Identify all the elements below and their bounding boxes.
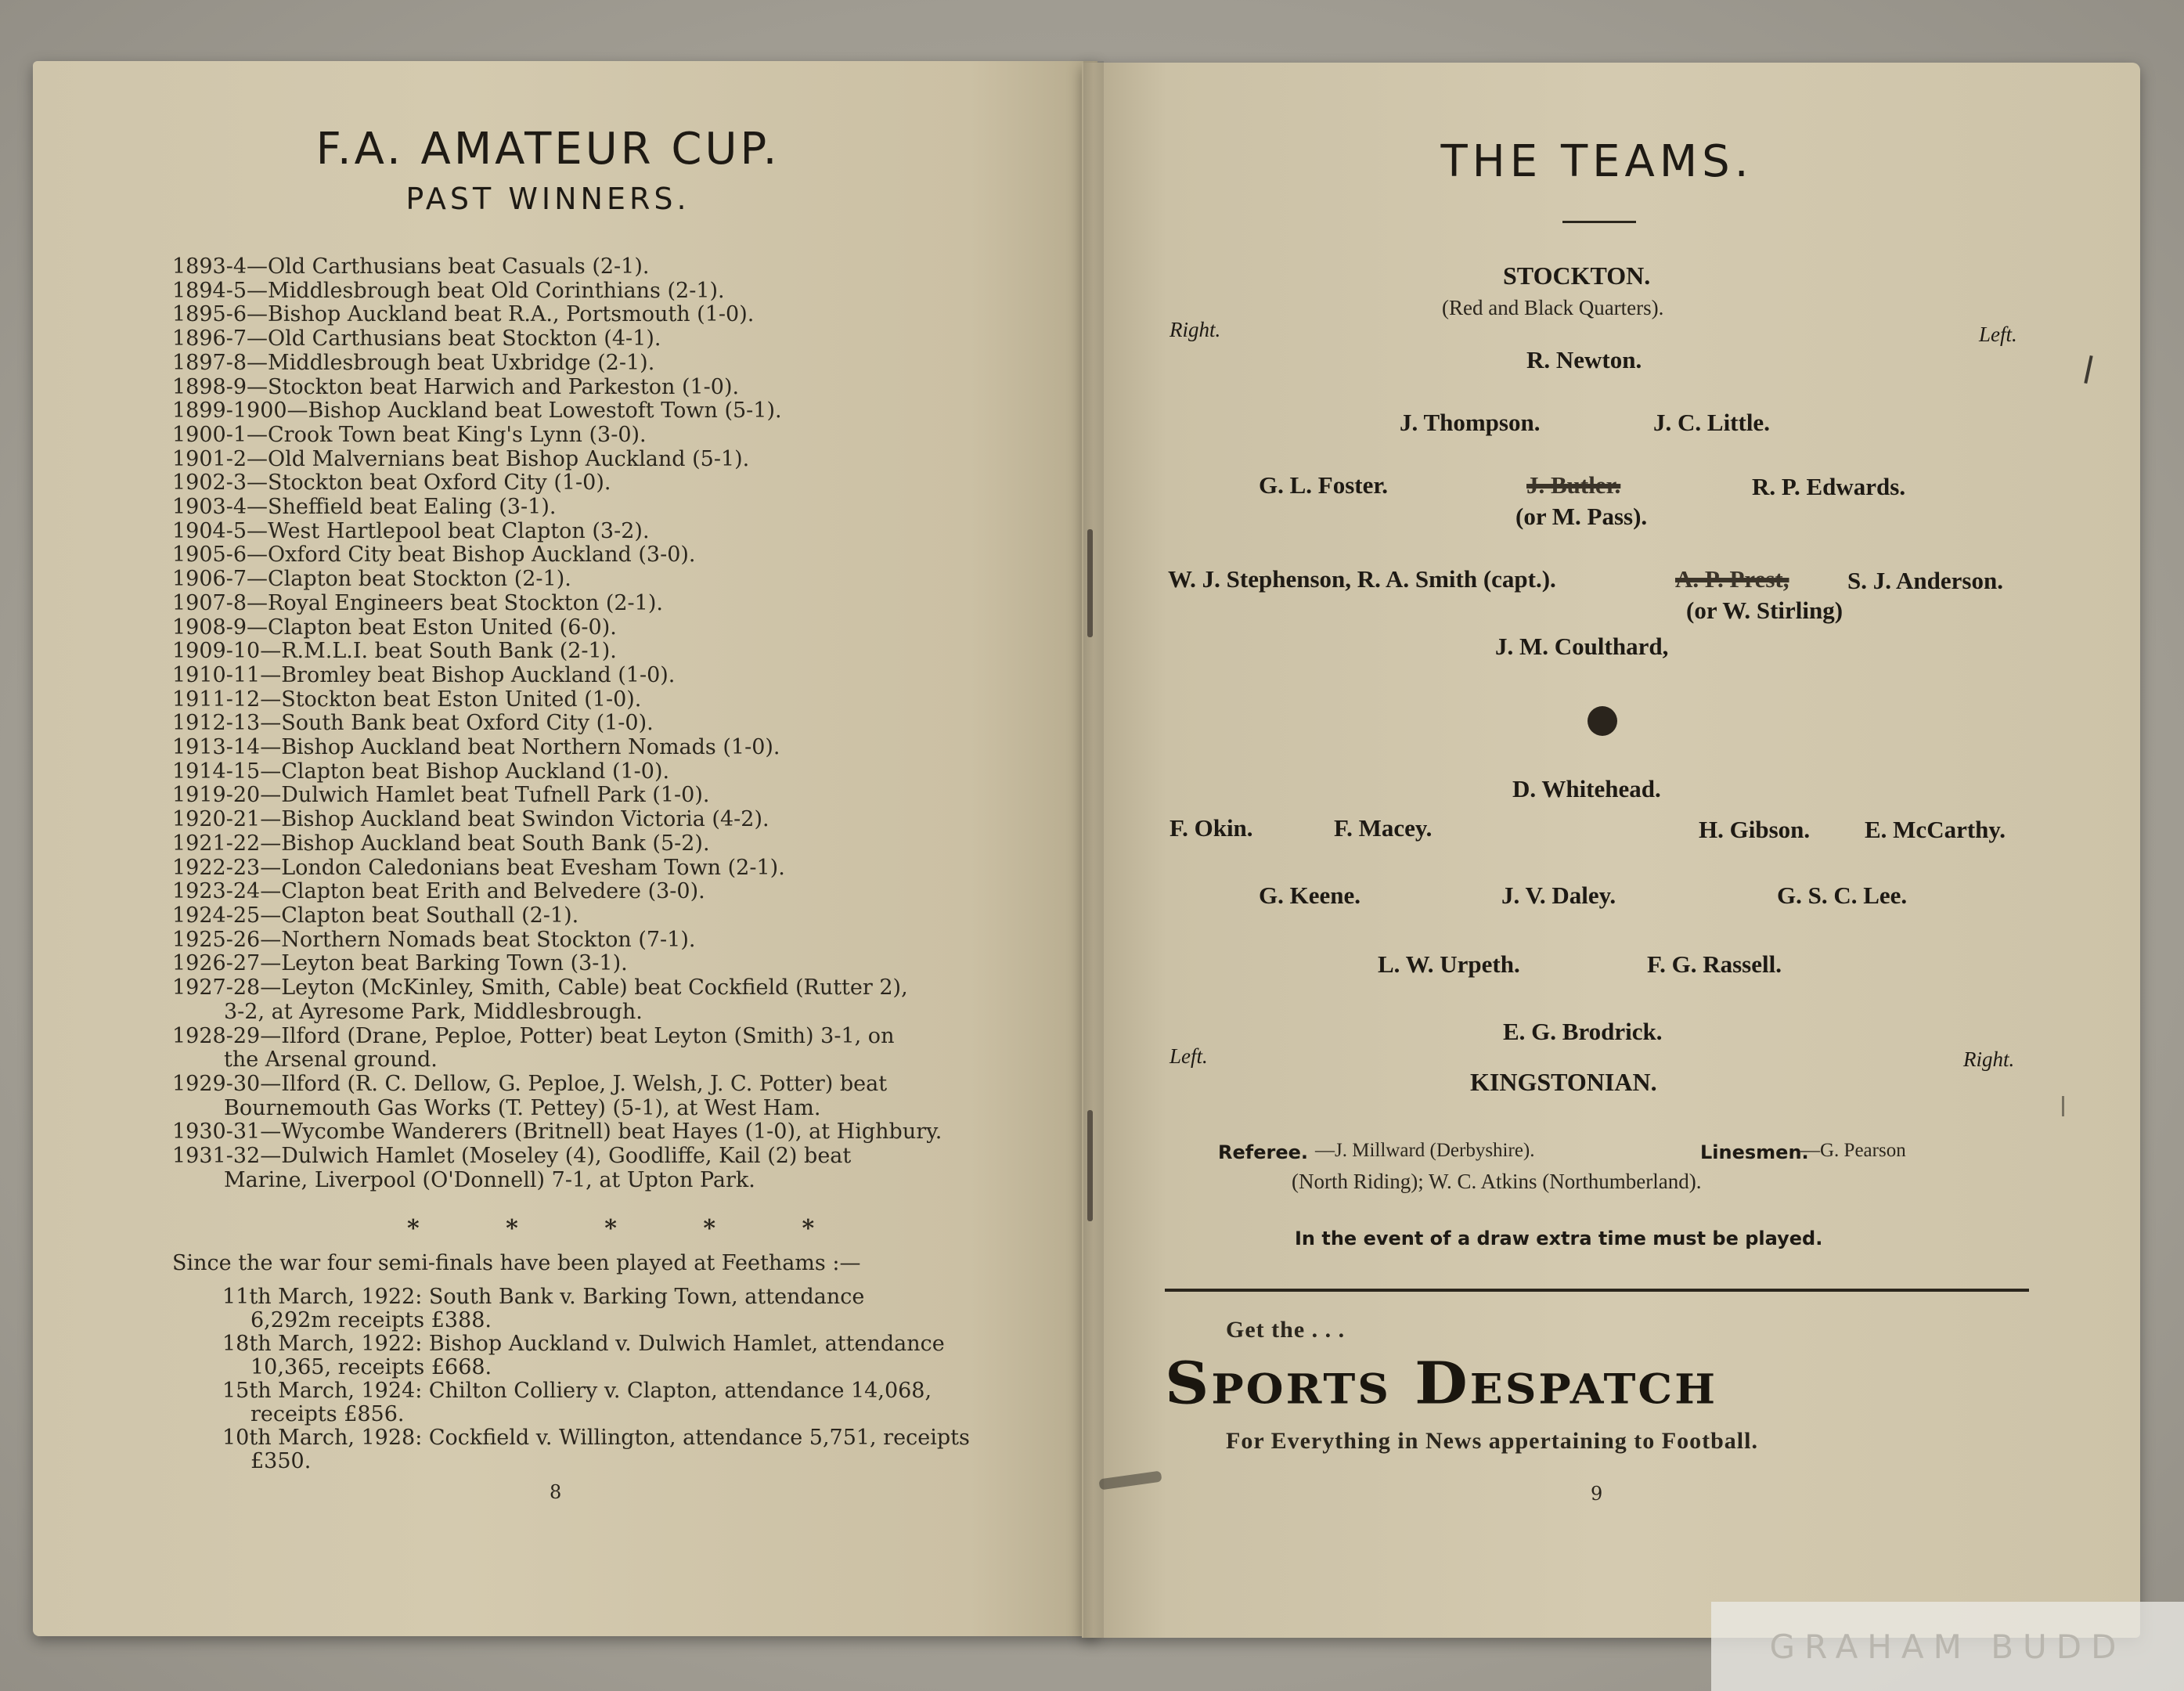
kingstonian-left-label: Left. bbox=[1169, 1044, 1208, 1068]
list-item-continuation: 10,365, receipts £668. bbox=[250, 1355, 492, 1379]
list-item bbox=[172, 664, 1002, 688]
kingstonian-half-2: J. V. Daley. bbox=[1501, 882, 1616, 909]
draw-note: In the event of a draw extra time must be played. bbox=[1295, 1228, 1823, 1249]
list-item bbox=[222, 1285, 997, 1332]
list-item-text: 1924-25—Clapton beat Southall (2-1). bbox=[172, 903, 579, 928]
list-item-text: 1907-8—Royal Engineers beat Stockton (2-1). bbox=[172, 590, 663, 615]
list-item bbox=[172, 928, 1002, 953]
staple-top bbox=[1087, 529, 1093, 637]
list-item bbox=[172, 399, 1002, 424]
list-item-text: 1931-32—Dulwich Hamlet (Moseley (4), Goodliffe, Kail (2) beat bbox=[172, 1144, 852, 1169]
list-item-text: 1897-8—Middlesbrough beat Uxbridge (2-1). bbox=[172, 350, 655, 375]
list-item bbox=[172, 424, 1002, 448]
advert-title: Sports Despatch bbox=[1165, 1350, 1718, 1418]
kingstonian-right-label: Right. bbox=[1963, 1047, 2015, 1071]
list-item bbox=[172, 376, 1002, 400]
list-item bbox=[172, 520, 1002, 544]
list-item-text: 1901-2—Old Malvernians beat Bishop Auckland (5-1). bbox=[172, 446, 750, 471]
list-item-text: 1926-27—Leyton beat Barking Town (3-1). bbox=[172, 951, 628, 976]
list-item-continuation: receipts £856. bbox=[250, 1402, 405, 1426]
stockton-half-2-alt: (or M. Pass). bbox=[1515, 503, 1648, 530]
list-item-text: 1906-7—Clapton beat Stockton (2-1). bbox=[172, 567, 571, 592]
kingstonian-forward-2: F. Macey. bbox=[1334, 814, 1433, 842]
list-item bbox=[172, 880, 1002, 904]
list-item-text: 10th March, 1928: Cockfield v. Willington, attendance 5,751, receipts bbox=[222, 1426, 970, 1450]
left-page-subtitle: PAST WINNERS. bbox=[405, 182, 690, 216]
left-page-title: F.A. AMATEUR CUP. bbox=[315, 124, 780, 175]
semis-intro: Since the war four semi-finals have been played at Feethams :— bbox=[172, 1251, 861, 1275]
kingstonian-goalkeeper: E. G. Brodrick. bbox=[1503, 1018, 1663, 1045]
stockton-forward-last: S. J. Anderson. bbox=[1847, 567, 2003, 594]
list-item-continuation: £350. bbox=[250, 1449, 312, 1473]
list-item-text: 1905-6—Oxford City beat Bishop Auckland (3-0). bbox=[172, 543, 696, 568]
list-item bbox=[172, 448, 1002, 472]
list-item bbox=[172, 255, 1002, 279]
list-item bbox=[172, 1120, 1002, 1145]
list-item bbox=[172, 952, 1002, 976]
list-item-continuation: Marine, Liverpool (O'Donnell) 7-1, at Upton Park. bbox=[224, 1167, 755, 1192]
right-page-number: 9 bbox=[1591, 1483, 1603, 1505]
stockton-right-label: Right. bbox=[1169, 318, 1221, 341]
list-item-text: 1922-23—London Caledonians beat Evesham Town (2-1). bbox=[172, 855, 785, 880]
list-item-text: 1930-31—Wycombe Wanderers (Britnell) beat Hayes (1-0), at Highbury. bbox=[172, 1120, 942, 1145]
list-item bbox=[172, 856, 1002, 881]
list-item-continuation: 6,292m receipts £388. bbox=[250, 1308, 492, 1332]
stockton-forward-struck: A. P. Prest, bbox=[1675, 565, 1789, 593]
title-rule bbox=[1562, 221, 1636, 223]
kingstonian-name: KINGSTONIAN. bbox=[1470, 1068, 1657, 1096]
stockton-forwards-a: W. J. Stephenson, R. A. Smith (capt.). bbox=[1168, 565, 1556, 593]
football-icon bbox=[1588, 706, 1617, 736]
list-item-text: 1902-3—Stockton beat Oxford City (1-0). bbox=[172, 471, 611, 496]
pencil-mark bbox=[2062, 1096, 2064, 1116]
list-item bbox=[222, 1379, 997, 1426]
list-item-continuation: 3-2, at Ayresome Park, Middlesbrough. bbox=[224, 999, 643, 1024]
right-page-title: THE TEAMS. bbox=[1440, 136, 1753, 187]
list-item bbox=[172, 616, 1002, 640]
list-item bbox=[172, 784, 1002, 808]
list-item-text: 1919-20—Dulwich Hamlet beat Tufnell Park (1-0). bbox=[172, 783, 710, 808]
list-item-text: 1914-15—Clapton beat Bishop Auckland (1-0). bbox=[172, 759, 670, 784]
kingstonian-back-2: F. G. Rassell. bbox=[1647, 950, 1782, 978]
stockton-name: STOCKTON. bbox=[1503, 261, 1651, 290]
list-item-text: 1920-21—Bishop Auckland beat Swindon Victoria (4-2). bbox=[172, 807, 769, 832]
stockton-goalkeeper: R. Newton. bbox=[1526, 346, 1642, 373]
list-item-text: 1927-28—Leyton (McKinley, Smith, Cable) beat Cockfield (Rutter 2), bbox=[172, 975, 908, 1001]
list-item bbox=[172, 592, 1002, 616]
list-item-text: 1928-29—Ilford (Drane, Peploe, Potter) beat Leyton (Smith) 3-1, on bbox=[172, 1023, 895, 1048]
referee-label: Referee. bbox=[1218, 1141, 1308, 1163]
watermark-logo: GRAHAM BUDD bbox=[1711, 1602, 2184, 1691]
list-item bbox=[172, 496, 1002, 520]
stockton-back-1: J. Thompson. bbox=[1400, 409, 1541, 436]
list-item bbox=[172, 832, 1002, 856]
stockton-half-2-struck: J. Butler. bbox=[1526, 471, 1621, 499]
stockton-left-label: Left. bbox=[1979, 323, 2017, 346]
winners-list bbox=[172, 255, 1002, 1192]
list-item-text: 15th March, 1924: Chilton Colliery v. Clapton, attendance 14,068, bbox=[222, 1379, 932, 1403]
list-item-text: 1895-6—Bishop Auckland beat R.A., Portsmouth (1-0). bbox=[172, 302, 755, 327]
spine-fold bbox=[1083, 61, 1104, 1638]
kingstonian-forward-1: F. Okin. bbox=[1169, 814, 1253, 842]
list-item-text: 1898-9—Stockton beat Harwich and Parkeston (1-0). bbox=[172, 374, 740, 399]
kingstonian-half-1: G. Keene. bbox=[1259, 882, 1360, 909]
list-item-text: 1899-1900—Bishop Auckland beat Lowestoft Town (5-1). bbox=[172, 398, 782, 424]
linesmen-label: Linesmen. bbox=[1700, 1141, 1809, 1163]
list-item bbox=[172, 976, 1002, 1024]
list-item bbox=[172, 712, 1002, 736]
stockton-half-1: G. L. Foster. bbox=[1259, 471, 1389, 499]
kingstonian-forward-centre: D. Whitehead. bbox=[1512, 775, 1661, 802]
stockton-colours: (Red and Black Quarters). bbox=[1442, 296, 1664, 319]
list-item-text: 11th March, 1922: South Bank v. Barking Town, attendance bbox=[222, 1285, 865, 1309]
list-item-text: 1900-1—Crook Town beat King's Lynn (3-0). bbox=[172, 422, 647, 447]
list-item-text: 1894-5—Middlesbrough beat Old Corinthians (2-1). bbox=[172, 278, 725, 303]
list-item bbox=[172, 904, 1002, 928]
advert-lead: Get the . . . bbox=[1226, 1317, 1346, 1343]
list-item-text: 1929-30—Ilford (R. C. Dellow, G. Peploe, J. Welsh, J. C. Potter) beat bbox=[172, 1071, 888, 1096]
list-item-text: 1921-22—Bishop Auckland beat South Bank (5-2). bbox=[172, 831, 710, 856]
list-item bbox=[172, 760, 1002, 784]
list-item-text: 1896-7—Old Carthusians beat Stockton (4-1). bbox=[172, 326, 661, 352]
staple-bottom bbox=[1087, 1110, 1093, 1221]
list-item bbox=[172, 471, 1002, 496]
list-item bbox=[172, 808, 1002, 832]
list-item bbox=[172, 543, 1002, 568]
list-item-text: 1913-14—Bishop Auckland beat Northern Nomads (1-0). bbox=[172, 735, 780, 760]
list-item bbox=[172, 640, 1002, 664]
separator-stars: * * * * * bbox=[407, 1215, 854, 1242]
kingstonian-back-1: L. W. Urpeth. bbox=[1378, 950, 1520, 978]
referee-value: —J. Millward (Derbyshire). bbox=[1315, 1140, 1535, 1161]
list-item-text: 1912-13—South Bank beat Oxford City (1-0). bbox=[172, 711, 654, 736]
kingstonian-forward-4: H. Gibson. bbox=[1699, 816, 1811, 843]
kingstonian-half-3: G. S. C. Lee. bbox=[1777, 882, 1908, 909]
list-item-continuation: the Arsenal ground. bbox=[224, 1047, 438, 1073]
list-item-text: 1911-12—Stockton beat Eston United (1-0). bbox=[172, 687, 642, 712]
list-item-text: 1904-5—West Hartlepool beat Clapton (3-2). bbox=[172, 518, 650, 543]
linesmen-value-1: —G. Pearson bbox=[1800, 1140, 1906, 1161]
list-item-text: 1925-26—Northern Nomads beat Stockton (7-1). bbox=[172, 927, 696, 952]
list-item-text: 18th March, 1922: Bishop Auckland v. Dulwich Hamlet, attendance bbox=[222, 1332, 945, 1356]
list-item bbox=[172, 303, 1002, 327]
list-item bbox=[172, 688, 1002, 712]
list-item-continuation: Bournemouth Gas Works (T. Pettey) (5-1), at West Ham. bbox=[224, 1095, 821, 1120]
list-item-text: 1903-4—Sheffield beat Ealing (3-1). bbox=[172, 495, 557, 520]
list-item bbox=[172, 279, 1002, 304]
list-item-text: 1909-10—R.M.L.I. beat South Bank (2-1). bbox=[172, 639, 617, 664]
list-item bbox=[172, 1073, 1002, 1120]
list-item bbox=[172, 1025, 1002, 1073]
list-item bbox=[172, 736, 1002, 760]
list-item bbox=[222, 1426, 997, 1473]
stockton-forward-alt: (or W. Stirling) bbox=[1686, 597, 1843, 624]
list-item-text: 1908-9—Clapton beat Eston United (6-0). bbox=[172, 615, 617, 640]
stockton-back-2: J. C. Little. bbox=[1653, 409, 1770, 436]
list-item-text: 1910-11—Bromley beat Bishop Auckland (1-0). bbox=[172, 662, 676, 687]
list-item bbox=[172, 352, 1002, 376]
stockton-centre: J. M. Coulthard, bbox=[1495, 633, 1669, 660]
list-item bbox=[172, 568, 1002, 592]
semis-list bbox=[222, 1285, 997, 1473]
list-item bbox=[222, 1332, 997, 1379]
stockton-half-3: R. P. Edwards. bbox=[1752, 473, 1906, 500]
list-item-text: 1923-24—Clapton beat Erith and Belvedere (3-0). bbox=[172, 879, 705, 904]
advert-tagline: For Everything in News appertaining to Football. bbox=[1226, 1428, 1758, 1454]
advert-rule bbox=[1165, 1289, 2029, 1292]
list-item bbox=[172, 1145, 1002, 1192]
list-item-text: 1893-4—Old Carthusians beat Casuals (2-1). bbox=[172, 254, 650, 279]
linesmen-value-2: (North Riding); W. C. Atkins (Northumberland). bbox=[1292, 1170, 1702, 1193]
list-item bbox=[172, 327, 1002, 352]
kingstonian-forward-5: E. McCarthy. bbox=[1865, 816, 2006, 843]
left-page-number: 8 bbox=[550, 1481, 562, 1503]
